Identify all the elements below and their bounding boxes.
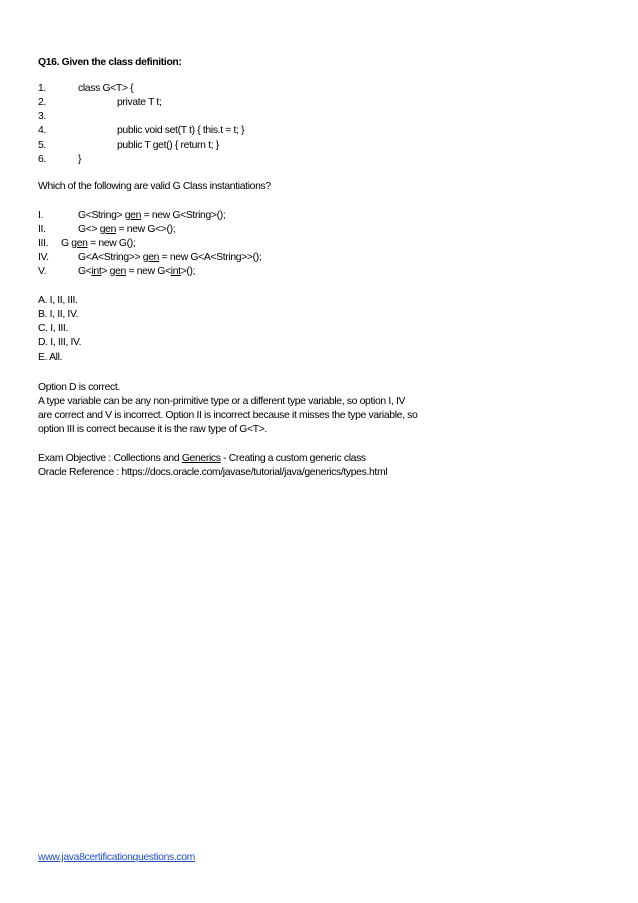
question-prompt: Which of the following are valid G Class instantiations? bbox=[38, 181, 271, 192]
statement-post: >(); bbox=[180, 266, 196, 277]
statement-post: = new G<String>(); bbox=[141, 210, 226, 221]
statement-var: gen bbox=[71, 238, 88, 249]
answer-explanation-3: option III is correct because it is the raw type of G<T>. bbox=[38, 424, 267, 435]
exam-objective bbox=[38, 452, 366, 465]
option-b: B. I, II, IV. bbox=[38, 309, 79, 320]
statement-post1: = new G< bbox=[125, 266, 171, 277]
statement-var: gen bbox=[99, 224, 117, 235]
answer-verdict: Option D is correct. bbox=[38, 382, 120, 393]
statement-var: gen bbox=[142, 252, 160, 263]
code-text: } bbox=[78, 154, 82, 165]
statement-label: V. bbox=[38, 266, 47, 277]
line-number: 2. bbox=[38, 97, 46, 108]
line-number: 5. bbox=[38, 140, 46, 151]
statement-var: gen bbox=[109, 266, 126, 277]
footer-link[interactable]: www.java8certificationquestions.com bbox=[38, 852, 195, 863]
line-number: 6. bbox=[38, 154, 46, 165]
statement-post: = new G(); bbox=[87, 238, 136, 249]
option-d: D. I, III, IV. bbox=[38, 337, 82, 348]
statement-label: II. bbox=[38, 224, 46, 235]
option-c: C. I, III. bbox=[38, 323, 68, 334]
option-e: E. All. bbox=[38, 352, 63, 363]
statement-type: int bbox=[91, 266, 102, 277]
statement-pre: G<A<String>> bbox=[78, 252, 143, 263]
answer-explanation-1: A type variable can be any non-primitive type or a different type variable, so option I, IV bbox=[38, 396, 406, 407]
statement-pre: G<> bbox=[78, 224, 100, 235]
line-number: 4. bbox=[38, 125, 46, 136]
code-text: public T get() { return t; } bbox=[117, 140, 219, 151]
statement-pre: G bbox=[61, 238, 72, 249]
statement-pre: G< bbox=[78, 266, 92, 277]
answer-explanation-2: are correct and V is incorrect. Option II is incorrect because it misses the type variable, so bbox=[38, 410, 418, 421]
statement-var: gen bbox=[124, 210, 142, 221]
option-a: A. I, II, III. bbox=[38, 295, 78, 306]
line-number: 1. bbox=[38, 83, 46, 94]
statement-pre: G<String> bbox=[78, 210, 125, 221]
statement-mid: > bbox=[101, 266, 110, 277]
statement-label: III. bbox=[38, 238, 49, 249]
code-text: public void set(T t) { this.t = t; } bbox=[117, 125, 245, 136]
oracle-reference: Oracle Reference : https://docs.oracle.com/javase/tutorial/java/generics/types.html bbox=[38, 467, 388, 478]
statement-post: = new G<A<String>>(); bbox=[159, 252, 262, 263]
statement-label: IV. bbox=[38, 252, 49, 263]
objective-prefix: Exam Objective : Collections and bbox=[38, 453, 182, 464]
line-number: 3. bbox=[38, 111, 46, 122]
code-text: class G<T> { bbox=[78, 83, 134, 94]
objective-link[interactable]: Generics bbox=[181, 453, 221, 464]
statement-type2: int bbox=[170, 266, 181, 277]
question-title: Q16. Given the class definition: bbox=[38, 57, 182, 68]
objective-suffix: - Creating a custom generic class bbox=[220, 453, 366, 464]
statement-label: I. bbox=[38, 210, 44, 221]
statement-post: = new G<>(); bbox=[116, 224, 176, 235]
code-text: private T t; bbox=[117, 97, 162, 108]
